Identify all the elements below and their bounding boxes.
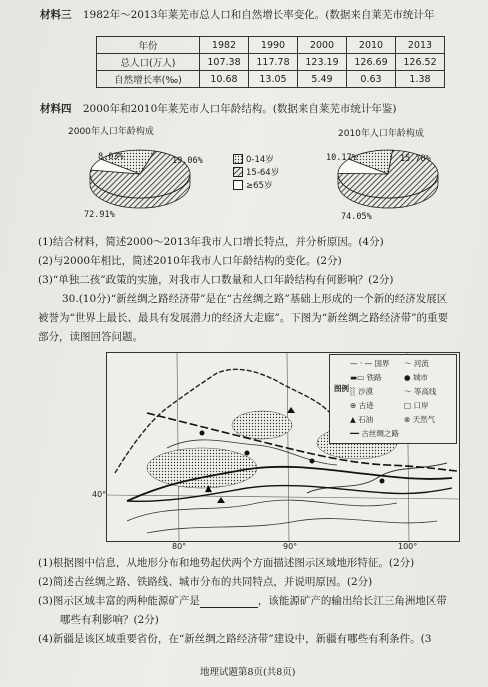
table-cell: 123.19: [298, 54, 347, 71]
lon-90-label: 90°: [283, 542, 298, 551]
map-question-4: (4)新疆是该区域重要省份，在“新丝绸之路经济带”建设中，新疆有哪些有利条件。(3: [38, 633, 432, 645]
question-1: (1)结合材料，简述2000～2013年我市人口增长特点，并分析原因。(4分): [38, 236, 384, 248]
question-2: (2)与2000年相比，简述2010年我市人口年龄结构的变化。(2分): [38, 255, 342, 267]
pie-2010-title: 2010年人口年龄构成: [338, 129, 424, 139]
legend-label: 古丝绸之路: [361, 429, 399, 438]
material3-label: 材料三: [40, 9, 72, 21]
legend-label: 等高线: [413, 387, 437, 396]
legend-ruins: ⊕ 古迹: [350, 401, 374, 410]
table-cell: 0.63: [347, 71, 396, 88]
table-cell: 1.38: [396, 71, 445, 88]
material3-heading: [40, 8, 434, 22]
material3-text: 1982年～2013年莱芜市总人口和自然增长率变化。(数据来自莱芜市统计年: [82, 9, 435, 21]
question-3: (3)“单独二孩”政策的实施，对我市人口数量和人口年龄结构有何影响？(2分): [38, 274, 394, 286]
legend-item: [233, 152, 279, 165]
table-cell: 126.52: [396, 54, 445, 71]
pie-2000-children-label: 19.06%: [172, 156, 203, 166]
legend-gas: ⊗ 天然气: [404, 415, 436, 424]
map-question-3: [38, 594, 447, 608]
q30-line2: 被誉为“世界上最长、最具有发展潜力的经济大走廊”。下图为“新丝绸之路经济带”的重要: [38, 312, 448, 324]
pie-2000-title: 2000年人口年龄构成: [68, 127, 154, 137]
table-cell: 117.78: [249, 54, 298, 71]
table-header-year: 年份: [97, 37, 200, 54]
pie-2010-children-label: 15.78%: [400, 154, 431, 164]
legend-label: 15-64岁: [246, 167, 280, 178]
map-question-2: (2)简述古丝绸之路、铁路线、城市分布的共同特点，并说明原因。(2分): [38, 576, 373, 588]
legend-item: [233, 165, 279, 178]
table-row: [97, 37, 445, 54]
legend-label: 0-14岁: [246, 154, 274, 165]
answer-blank: [200, 597, 258, 608]
pie-2010-chart: [308, 140, 468, 220]
table-cell: 13.05: [249, 71, 298, 88]
page-footer: 地理试题第8页(共8页): [200, 667, 296, 678]
map-question-3-cont: 哪些有利影响？(2分): [60, 614, 159, 626]
legend-border: — · — 国界: [350, 359, 390, 368]
table-cell: 10.68: [200, 71, 249, 88]
table-cell: 2013: [396, 37, 445, 54]
map-legend-title-text: 图例: [334, 384, 349, 393]
material4-heading: [40, 102, 396, 116]
pie-2000-elderly-label: 8.03%: [98, 152, 124, 162]
hatch-swatch-icon: [233, 167, 243, 177]
table-cell: 5.49: [298, 71, 347, 88]
legend-port: □ 口岸: [404, 401, 429, 410]
legend-silk-road: ━━ 古丝绸之路: [350, 429, 399, 438]
table-row-label: 自然增长率(‰): [97, 71, 200, 88]
lat-40-label: 40°: [92, 490, 107, 499]
q30-line3: 部分，读图回答问题。: [38, 331, 143, 343]
age-legend: [233, 152, 279, 191]
legend-label: 城市: [412, 373, 428, 382]
legend-label: 古迹: [358, 401, 374, 410]
table-row: [97, 54, 445, 71]
material4-label: 材料四: [40, 103, 72, 115]
map-legend: [329, 354, 457, 444]
q30-line1: 30.(10分)“新丝绸之路经济带”是在“古丝绸之路”基础上形成的一个新的经济发展区: [62, 293, 448, 305]
table-cell: 107.38: [200, 54, 249, 71]
legend-river: ～ 河流: [404, 359, 429, 368]
dots-swatch-icon: [233, 154, 243, 164]
legend-label: 石油: [358, 415, 374, 424]
legend-desert: ░ 沙漠: [350, 387, 374, 396]
lon-100-label: 100°: [398, 542, 418, 551]
pie-2010-elderly-label: 10.17%: [326, 153, 357, 163]
legend-contour: ～ 等高线: [404, 387, 437, 396]
legend-railway: ▬▭ 铁路: [350, 373, 382, 382]
legend-city: ● 城市: [404, 373, 428, 382]
legend-label: 口岸: [413, 401, 429, 410]
table-cell: 1990: [249, 37, 298, 54]
svg-text:▲: ▲: [205, 484, 212, 494]
table-cell: 126.69: [347, 54, 396, 71]
q3-part2: ，该能源矿产的输出给长江三角洲地区带: [257, 595, 447, 607]
legend-label: 河流: [413, 359, 429, 368]
pie-2000-working-label: 72.91%: [84, 210, 115, 220]
table-cell: 2000: [298, 37, 347, 54]
q3-part1: (3)图示区域丰富的两种能源矿产是: [38, 595, 200, 607]
table-row-label: 总人口(万人): [97, 54, 200, 71]
legend-label: 天然气: [412, 415, 436, 424]
population-table: [96, 36, 445, 88]
pie-2000-chart: [60, 140, 220, 220]
map-question-1: (1)根据图中信息，从地形分布和地势起伏两个方面描述图示区域地形特征。(2分): [38, 557, 415, 569]
material4-text: 2000年和2010年莱芜市人口年龄结构。(数据来自莱芜市统计年鉴): [82, 103, 397, 115]
table-cell: 2010: [347, 37, 396, 54]
legend-oil: ▲ 石油: [350, 415, 374, 424]
blank-swatch-icon: [233, 180, 243, 190]
legend-label: 铁路: [366, 373, 382, 382]
pie-2010-working-label: 74.05%: [341, 212, 372, 222]
legend-label: ≥65岁: [246, 180, 273, 191]
legend-item: [233, 178, 279, 191]
lon-80-label: 80°: [172, 542, 187, 551]
table-cell: 1982: [200, 37, 249, 54]
table-row: [97, 71, 445, 88]
map-legend-title: [334, 383, 349, 394]
legend-label: 沙漠: [358, 387, 374, 396]
legend-label: 国界: [374, 359, 390, 368]
